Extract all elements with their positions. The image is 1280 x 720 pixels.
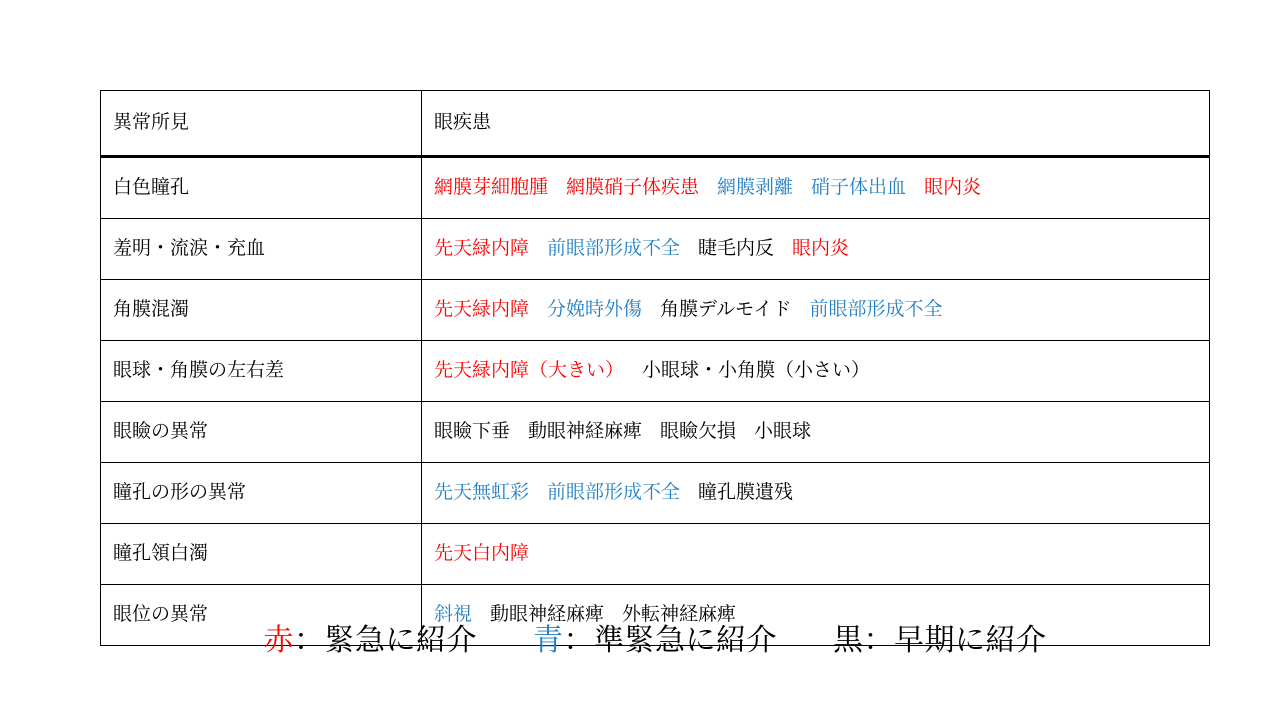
cell-finding: 眼瞼の異常 xyxy=(101,402,422,463)
table-row xyxy=(101,341,1210,402)
disease-term: 分娩時外傷 xyxy=(547,299,643,321)
cell-finding: 白色瞳孔 xyxy=(101,157,422,219)
cell-finding: 瞳孔領白濁 xyxy=(101,524,422,585)
disease-term: 先天緑内障 xyxy=(434,238,530,260)
legend-text: ：早期に紹介 xyxy=(863,624,1047,657)
legend-swatch-label: 赤 xyxy=(263,624,294,657)
disease-term: 眼瞼下垂 xyxy=(434,421,511,443)
cell-finding: 眼位の異常 xyxy=(101,585,422,646)
legend-text: ：緊急に紹介 xyxy=(294,624,477,657)
table-row xyxy=(101,402,1210,463)
disease-term: 外転神経麻痺 xyxy=(622,604,737,626)
cell-finding: 角膜混濁 xyxy=(101,280,422,341)
table-row xyxy=(101,157,1210,219)
cell-diseases xyxy=(422,219,1210,280)
cell-diseases xyxy=(422,341,1210,402)
disease-term: 網膜硝子体疾患 xyxy=(566,177,700,199)
cell-diseases xyxy=(422,280,1210,341)
disease-term: 先天白内障 xyxy=(434,543,530,565)
legend xyxy=(100,615,1210,659)
table-header-row xyxy=(101,91,1210,157)
disease-term: 先天無虹彩 xyxy=(434,482,530,504)
cell-diseases xyxy=(422,463,1210,524)
cell-finding: 瞳孔の形の異常 xyxy=(101,463,422,524)
disease-term: 先天緑内障（大きい） xyxy=(434,360,625,382)
legend-item xyxy=(264,615,478,659)
disease-term: 小眼球 xyxy=(754,421,812,443)
legend-text: ：準緊急に紹介 xyxy=(563,624,777,657)
disease-term: 眼瞼欠損 xyxy=(660,421,737,443)
disease-term: 斜視 xyxy=(434,604,473,626)
cell-diseases xyxy=(422,157,1210,219)
disease-term: 硝子体出血 xyxy=(811,177,907,199)
disease-term: 網膜剥離 xyxy=(717,177,794,199)
disease-term: 前眼部形成不全 xyxy=(547,238,681,260)
disease-term: 眼内炎 xyxy=(792,238,850,260)
legend-swatch-label: 黒 xyxy=(833,624,864,657)
legend-item xyxy=(533,615,777,659)
cell-finding: 羞明・流涙・充血 xyxy=(101,219,422,280)
table-row xyxy=(101,280,1210,341)
disease-term: 網膜芽細胞腫 xyxy=(434,177,549,199)
disease-term: 前眼部形成不全 xyxy=(547,482,681,504)
table-row xyxy=(101,463,1210,524)
cell-finding: 眼球・角膜の左右差 xyxy=(101,341,422,402)
legend-swatch-label: 青 xyxy=(533,624,564,657)
legend-item xyxy=(833,615,1047,659)
disease-term: 前眼部形成不全 xyxy=(809,299,943,321)
cell-diseases xyxy=(422,524,1210,585)
disease-term: 動眼神経麻痺 xyxy=(528,421,643,443)
disease-term: 小眼球・小角膜（小さい） xyxy=(642,360,871,382)
header-cell-finding: 異常所見 xyxy=(101,91,422,157)
disease-term: 睫毛内反 xyxy=(698,238,775,260)
disease-term: 角膜デルモイド xyxy=(660,299,792,321)
header-cell-disease: 眼疾患 xyxy=(422,91,1210,157)
table-row xyxy=(101,524,1210,585)
disease-term: 先天緑内障 xyxy=(434,299,530,321)
cell-diseases xyxy=(422,402,1210,463)
table-row xyxy=(101,219,1210,280)
disease-term: 瞳孔膜遺残 xyxy=(698,482,794,504)
findings-table xyxy=(100,90,1210,646)
findings-table-body xyxy=(101,91,1210,646)
disease-term: 眼内炎 xyxy=(924,177,982,199)
disease-term: 動眼神経麻痺 xyxy=(490,604,605,626)
